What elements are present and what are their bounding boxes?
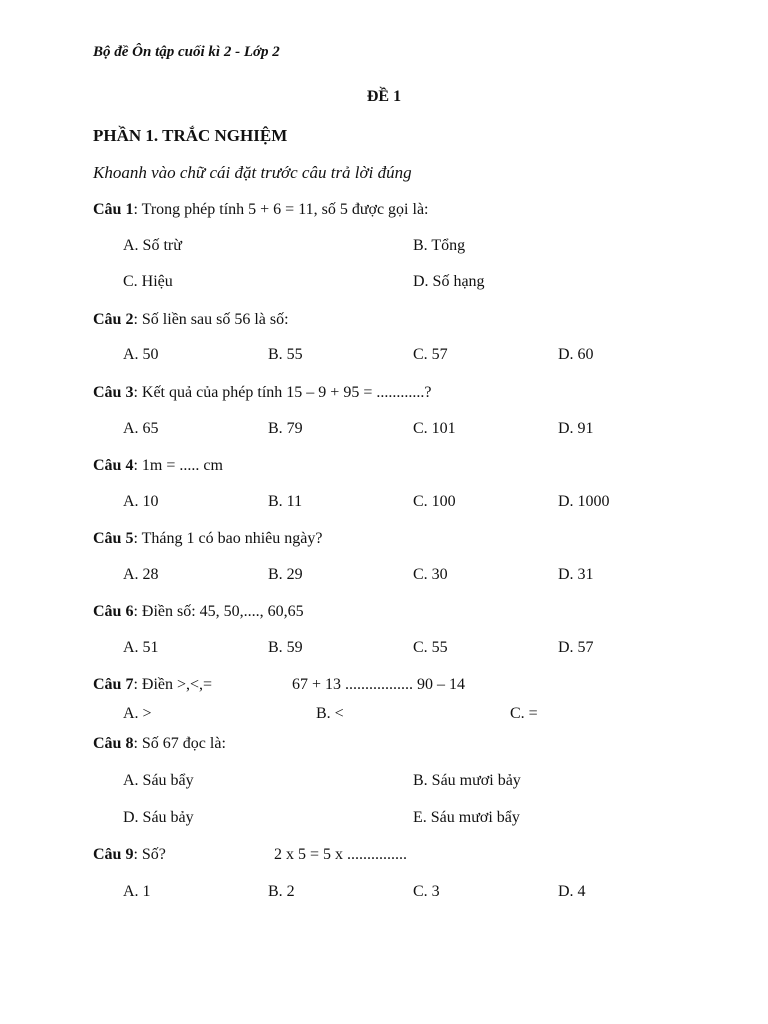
option-8e[interactable]: E. Sáu mươi bẩy: [413, 809, 520, 826]
option-1d[interactable]: D. Số hạng: [413, 273, 485, 290]
instruction: Khoanh vào chữ cái đặt trước câu trả lời đúng: [93, 163, 412, 182]
option-8d[interactable]: D. Sáu bảy: [123, 809, 194, 826]
question-label: Câu 7: [93, 676, 134, 693]
option-5b[interactable]: B. 29: [268, 566, 303, 583]
option-9b[interactable]: B. 2: [268, 883, 295, 900]
option-6a[interactable]: A. 51: [123, 639, 159, 656]
option-4a[interactable]: A. 10: [123, 493, 159, 510]
option-5c[interactable]: C. 30: [413, 566, 448, 583]
section-title: PHẦN 1. TRẮC NGHIỆM: [93, 126, 288, 145]
question-label: Câu 2: [93, 311, 134, 328]
option-4b[interactable]: B. 11: [268, 493, 303, 510]
option-3c[interactable]: C. 101: [413, 420, 456, 437]
question-6: [93, 603, 304, 621]
question-label: Câu 5: [93, 530, 134, 547]
option-6d[interactable]: D. 57: [558, 639, 594, 656]
option-5a[interactable]: A. 28: [123, 566, 159, 583]
question-text: : Trong phép tính 5 + 6 = 11, số 5 được gọi là:: [133, 201, 429, 218]
option-2b[interactable]: B. 55: [268, 346, 303, 363]
question-8: [93, 735, 226, 753]
option-4d[interactable]: D. 1000: [558, 493, 610, 510]
option-9d[interactable]: D. 4: [558, 883, 586, 900]
option-7a[interactable]: A. >: [123, 705, 152, 722]
question-text: : Điền >,<,=: [133, 676, 213, 693]
option-1c[interactable]: C. Hiệu: [123, 273, 173, 290]
option-7c[interactable]: C. =: [510, 705, 538, 722]
option-1b[interactable]: B. Tổng: [413, 237, 466, 254]
option-2c[interactable]: C. 57: [413, 346, 448, 363]
question-label: Câu 4: [93, 457, 134, 474]
option-9c[interactable]: C. 3: [413, 883, 440, 900]
question-3: [93, 384, 431, 402]
question-label: Câu 8: [93, 735, 134, 752]
option-2d[interactable]: D. 60: [558, 346, 594, 363]
question-4: [93, 457, 223, 475]
question-1: [93, 201, 429, 219]
option-3b[interactable]: B. 79: [268, 420, 303, 437]
question-text: : Điền số: 45, 50,...., 60,65: [133, 603, 304, 620]
option-6b[interactable]: B. 59: [268, 639, 303, 656]
question-7-expression: 67 + 13 ................. 90 – 14: [292, 676, 466, 693]
question-9: [93, 846, 166, 864]
question-label: Câu 1: [93, 201, 134, 218]
header-title: Bộ đề Ôn tập cuối kì 2 - Lớp 2: [93, 44, 280, 60]
question-label: Câu 6: [93, 603, 134, 620]
question-text: : 1m = ..... cm: [133, 457, 223, 474]
question-text: : Số?: [133, 846, 166, 863]
question-5: [93, 530, 322, 548]
option-3a[interactable]: A. 65: [123, 420, 159, 437]
option-7b[interactable]: B. <: [316, 705, 344, 722]
question-7: [93, 676, 212, 694]
question-text: : Tháng 1 có bao nhiêu ngày?: [133, 530, 323, 547]
option-9a[interactable]: A. 1: [123, 883, 151, 900]
question-9-expression: 2 x 5 = 5 x ...............: [274, 846, 408, 863]
option-6c[interactable]: C. 55: [413, 639, 448, 656]
question-label: Câu 9: [93, 846, 134, 863]
option-1a[interactable]: A. Số trừ: [123, 237, 182, 254]
question-label: Câu 3: [93, 384, 134, 401]
exam-title: ĐỀ 1: [366, 88, 402, 105]
question-2: [93, 311, 289, 329]
option-5d[interactable]: D. 31: [558, 566, 594, 583]
option-8a[interactable]: A. Sáu bẩy: [123, 772, 194, 789]
question-text: : Số 67 đọc là:: [133, 735, 226, 752]
question-text: : Số liền sau số 56 là số:: [133, 311, 289, 328]
question-text: : Kết quả của phép tính 15 – 9 + 95 = ............?: [133, 384, 432, 401]
option-8b[interactable]: B. Sáu mươi bảy: [413, 772, 521, 789]
option-2a[interactable]: A. 50: [123, 346, 159, 363]
option-3d[interactable]: D. 91: [558, 420, 594, 437]
option-4c[interactable]: C. 100: [413, 493, 456, 510]
